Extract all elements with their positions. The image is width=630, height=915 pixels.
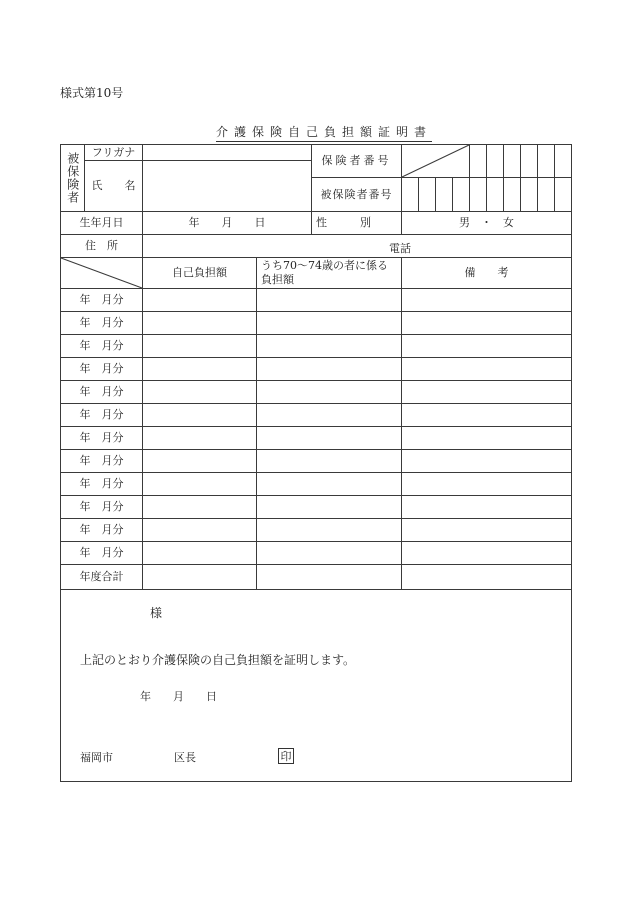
insurer-number-field[interactable]	[470, 145, 571, 177]
insured-number-field[interactable]	[402, 178, 571, 211]
name-label: 氏 名	[91, 179, 136, 193]
ward-head-label: 区長	[174, 751, 196, 764]
month-row-label: 年 月分	[79, 362, 124, 376]
certification-text: 上記のとおり介護保険の自己負担額を証明します。	[80, 653, 356, 667]
month-row-label: 年 月分	[79, 316, 124, 330]
month-row-label: 年 月分	[79, 385, 124, 399]
col-self-burden-header: 自己負担額	[172, 266, 227, 280]
month-row-label: 年 月分	[79, 339, 124, 353]
furigana-label: フリガナ	[91, 145, 136, 159]
address-field[interactable]	[143, 235, 571, 257]
birthdate-field[interactable]: 年 月 日	[188, 216, 266, 230]
city-name: 福岡市	[80, 751, 113, 764]
annual-total-label: 年度合計	[79, 570, 124, 584]
certification-date: 年 月 日	[140, 690, 217, 703]
name-field[interactable]	[143, 161, 311, 211]
month-row-label: 年 月分	[79, 293, 124, 307]
phone-label: 電話	[389, 242, 411, 255]
insurer-number-label: 保険者番号	[321, 154, 392, 168]
seal-mark: 印	[278, 748, 294, 764]
birthdate-label: 生年月日	[79, 216, 124, 230]
month-row-label: 年 月分	[79, 477, 124, 491]
month-row-label: 年 月分	[79, 454, 124, 468]
col-age-70-74-header	[261, 259, 388, 287]
month-row-label: 年 月分	[79, 546, 124, 560]
address-label: 住 所	[85, 239, 118, 253]
month-row-label: 年 月分	[79, 500, 124, 514]
form-number: 様式第10号	[60, 86, 124, 100]
insured-number-label: 被保険者番号	[320, 187, 393, 201]
addressee-suffix: 様	[150, 606, 163, 620]
page-title: 介護保険自己負担額証明書	[216, 123, 432, 142]
month-row-label: 年 月分	[79, 408, 124, 422]
furigana-field[interactable]	[143, 145, 311, 160]
sex-label: 性 別	[316, 216, 371, 230]
month-row-label: 年 月分	[79, 523, 124, 537]
col-age-70-74-line1: うち70～74歳の者に係る	[261, 259, 388, 272]
col-remarks-header: 備 考	[464, 266, 509, 280]
sex-options[interactable]: 男 ・ 女	[459, 216, 514, 230]
month-row-label: 年 月分	[79, 431, 124, 445]
insured-person-label: 被保険者	[65, 152, 80, 204]
col-age-70-74-line2: 負担額	[261, 273, 294, 286]
